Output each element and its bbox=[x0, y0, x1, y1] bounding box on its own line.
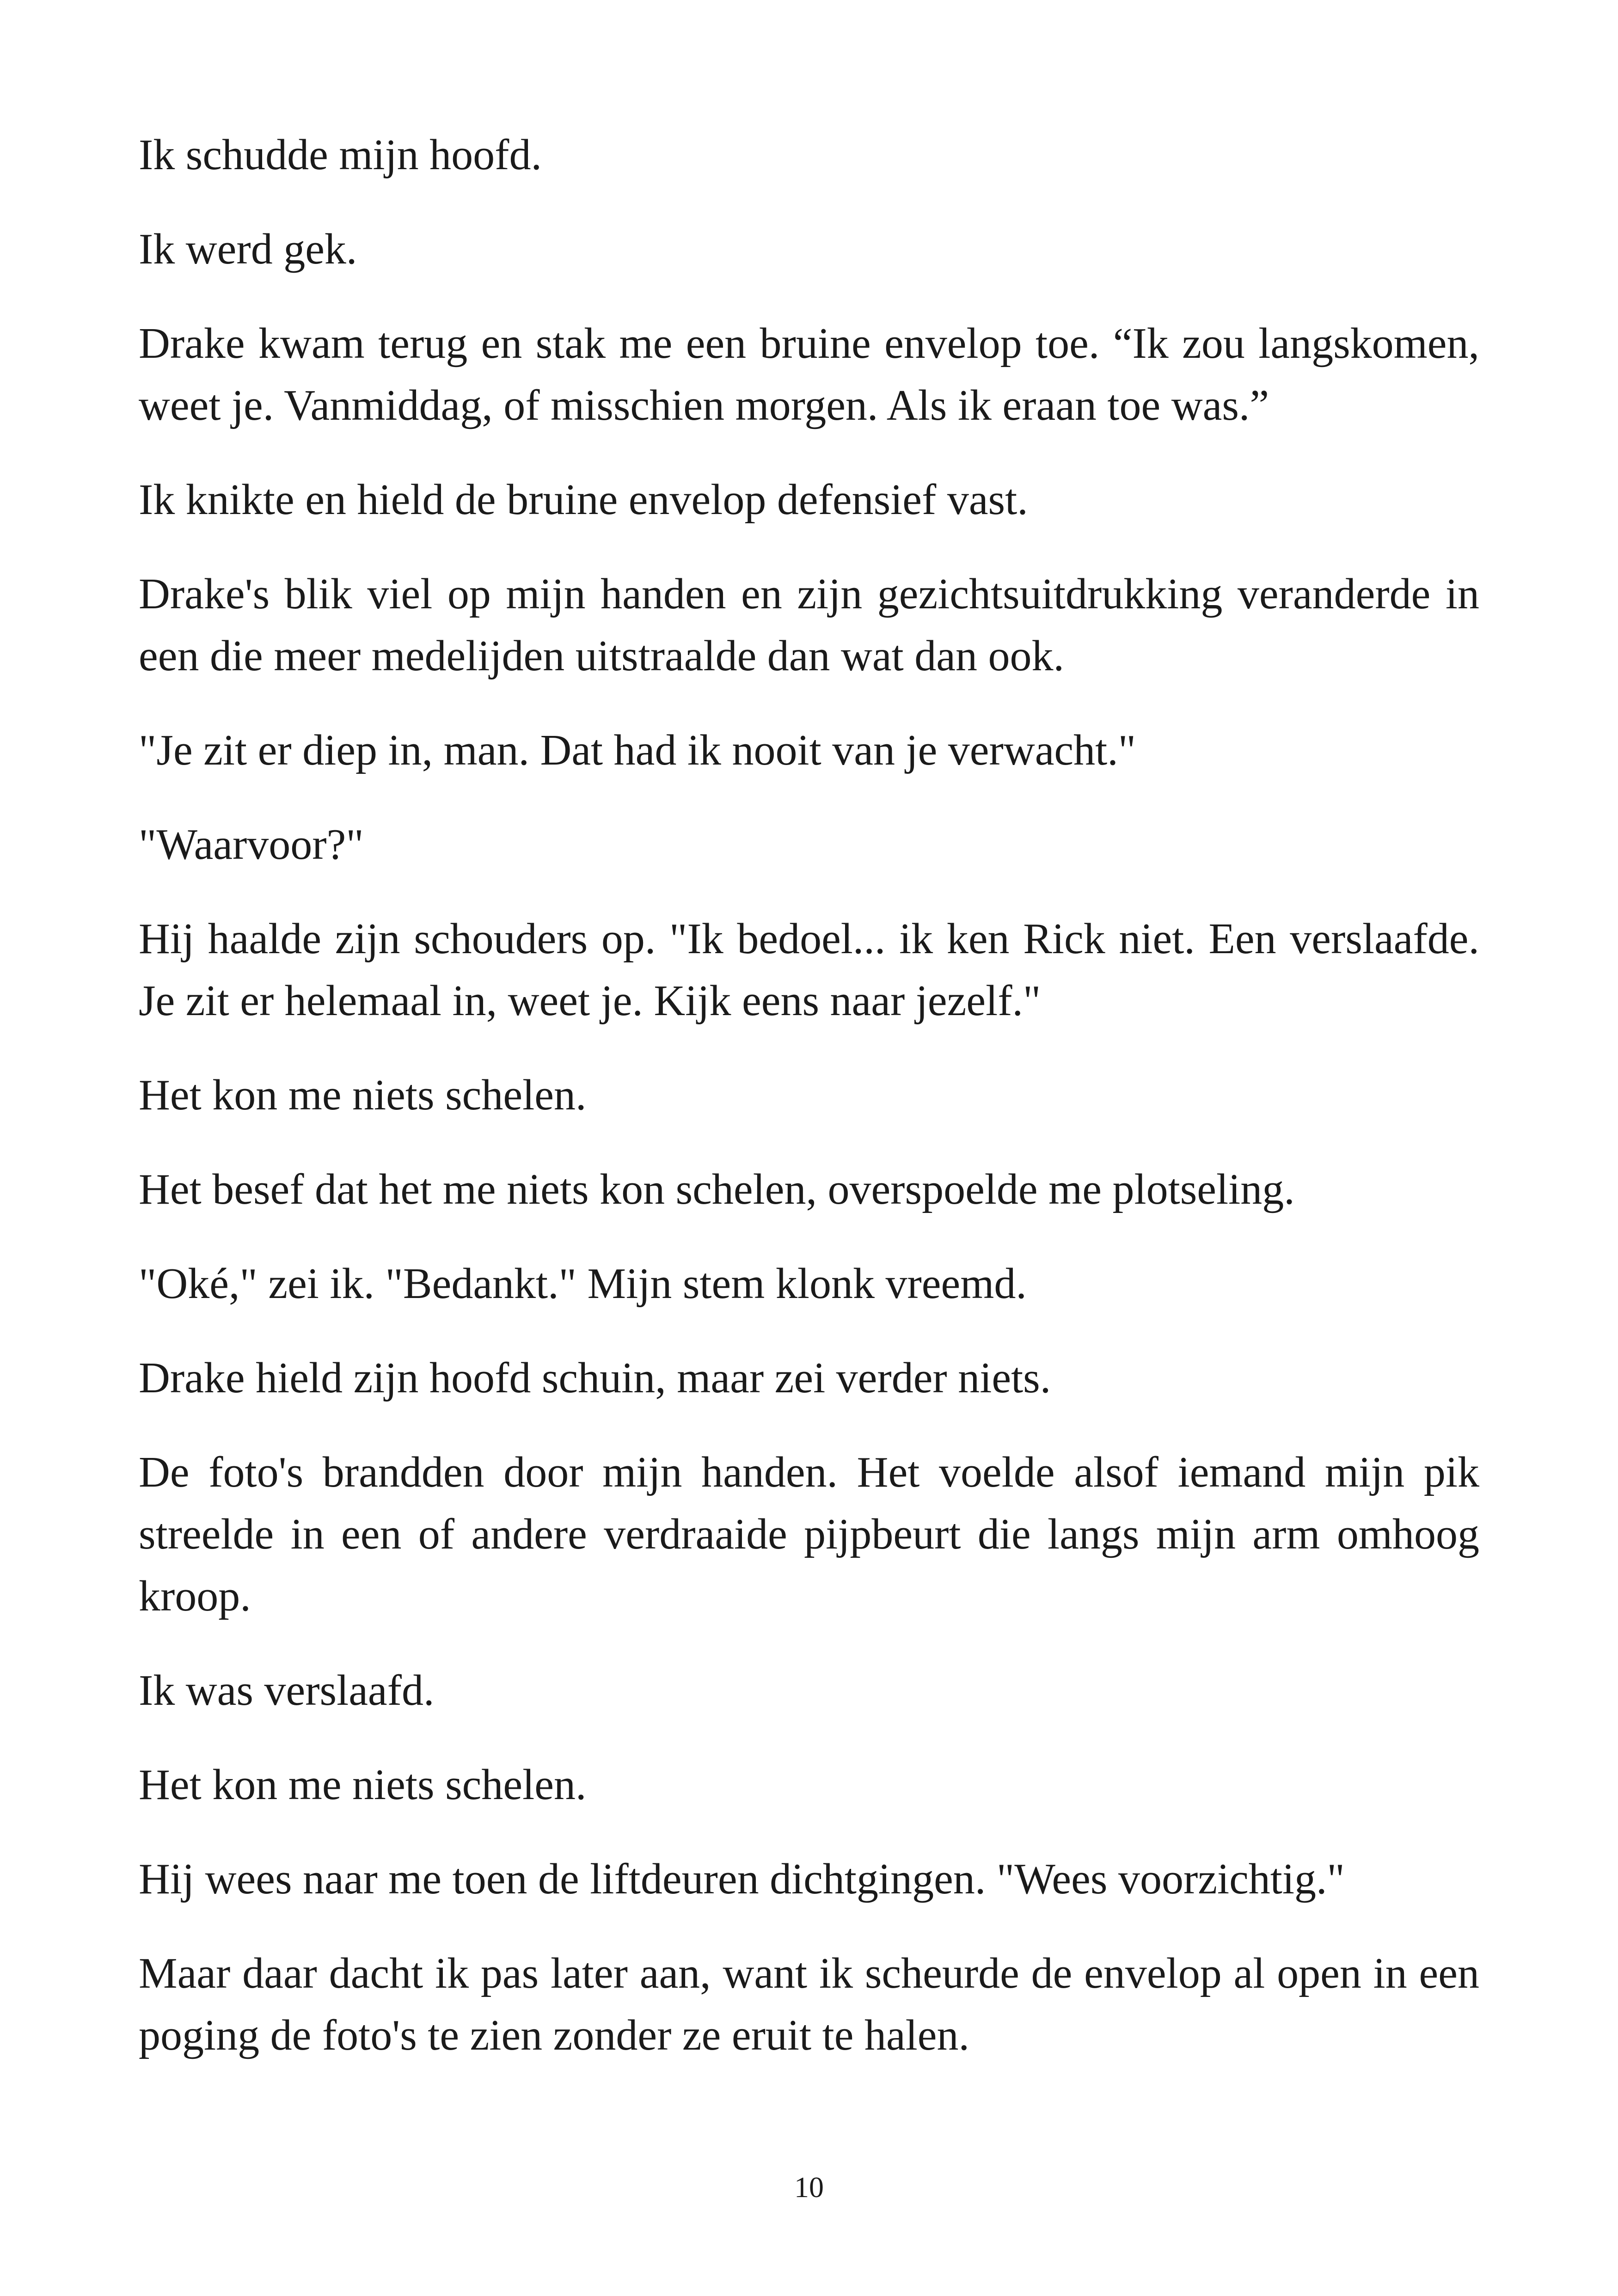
paragraph: Drake's blik viel op mijn handen en zijn gezichtsuitdrukking veranderde in een die meer medelijden uitstraalde dan wat dan ook. bbox=[139, 570, 1479, 680]
paragraph: "Waarvoor?" bbox=[139, 820, 364, 869]
paragraph: Het kon me niets schelen. bbox=[139, 1071, 587, 1119]
paragraph: Ik was verslaafd. bbox=[139, 1666, 435, 1714]
paragraph: De foto's brandden door mijn handen. Het voelde alsof iemand mijn pik streelde in een of andere verdraaide pijpbeurt die langs mijn arm omhoog kroop. bbox=[139, 1448, 1479, 1620]
paragraph: Het besef dat het me niets kon schelen, overspoelde me plotseling. bbox=[139, 1165, 1295, 1213]
paragraph: Ik schudde mijn hoofd. bbox=[139, 131, 542, 179]
paragraph: Hij haalde zijn schouders op. "Ik bedoel... ik ken Rick niet. Een verslaafde. Je zit er helemaal in, weet je. Kijk eens naar jezelf." bbox=[139, 915, 1479, 1025]
page-number: 10 bbox=[794, 2171, 824, 2204]
paragraph: Ik knikte en hield de bruine envelop defensief vast. bbox=[139, 476, 1028, 524]
paragraph: "Je zit er diep in, man. Dat had ik nooit van je verwacht." bbox=[139, 726, 1136, 774]
body-text bbox=[139, 124, 1479, 2066]
paragraph: Het kon me niets schelen. bbox=[139, 1761, 587, 1809]
paragraph: Ik werd gek. bbox=[139, 225, 357, 273]
paragraph: Drake kwam terug en stak me een bruine envelop toe. “Ik zou langskomen, weet je. Vanmiddag, of misschien morgen. Als ik eraan toe was.” bbox=[139, 319, 1479, 429]
paragraph: Maar daar dacht ik pas later aan, want ik scheurde de envelop al open in een poging de foto's te zien zonder ze eruit te halen. bbox=[139, 1949, 1479, 2059]
paragraph: Hij wees naar me toen de liftdeuren dichtgingen. "Wees voorzichtig." bbox=[139, 1855, 1345, 1903]
paragraph: "Oké," zei ik. "Bedankt." Mijn stem klonk vreemd. bbox=[139, 1260, 1027, 1308]
paragraph: Drake hield zijn hoofd schuin, maar zei verder niets. bbox=[139, 1354, 1051, 1402]
